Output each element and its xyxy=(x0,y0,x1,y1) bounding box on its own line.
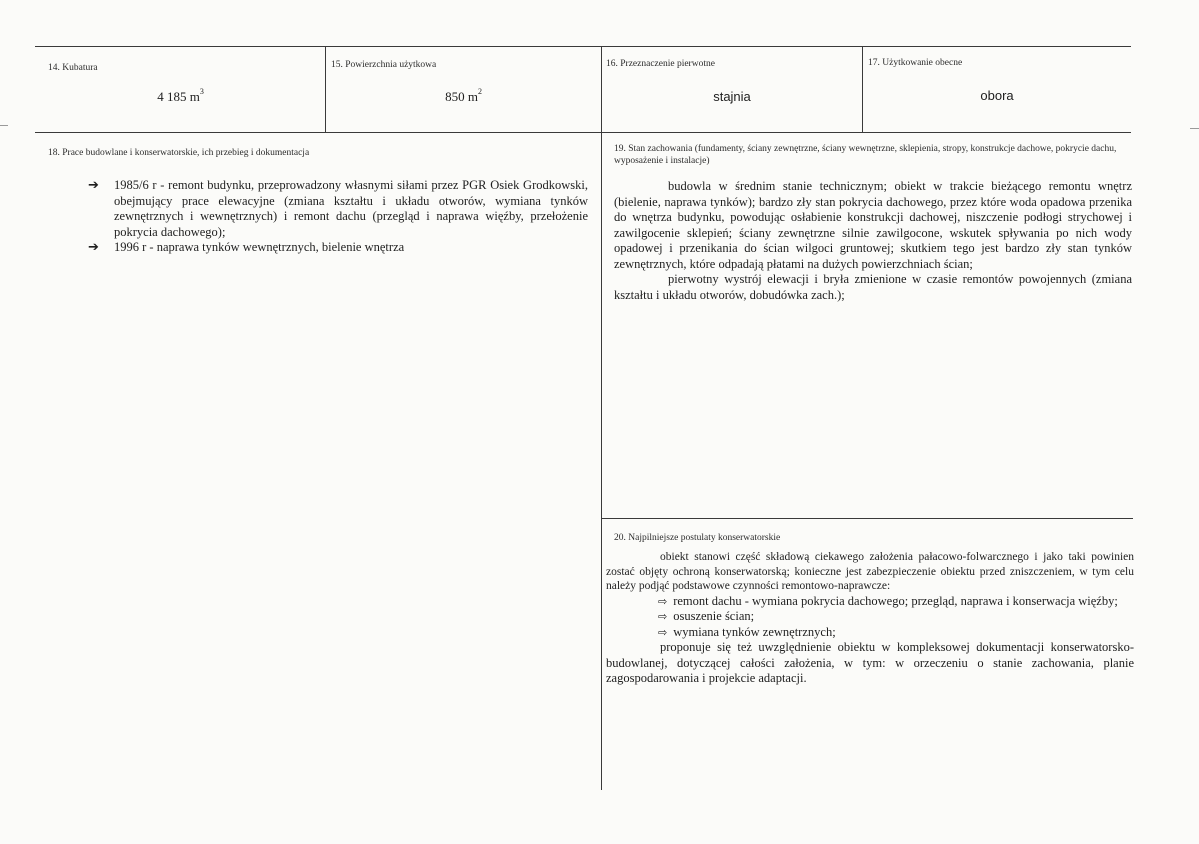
table-top-border xyxy=(35,46,1131,47)
right-column-divider xyxy=(601,518,1133,519)
prace-label: 18. Prace budowlane i konserwatorskie, ich przebieg i dokumentacja xyxy=(48,148,310,158)
prace-list xyxy=(88,178,588,256)
list-item: ⇨ wymiana tynków zewnętrznych; xyxy=(658,624,836,639)
row-divider xyxy=(35,132,1131,133)
uzytkowanie-label: 17. Użytkowanie obecne xyxy=(868,58,963,68)
list-item: ⇨ remont dachu - wymiana pokrycia dachowego; przegląd, naprawa i konserwacja więźby; xyxy=(658,593,1118,608)
hollow-arrow-icon: ⇨ xyxy=(658,625,668,639)
postulaty-intro: obiekt stanowi część składową ciekawego założenia pałacowo-folwarcznego i jako taki powinien zostać objęty ochroną konserwatorską; konieczne jest zabezpieczenie obiektu przed zniszczeniem, w tym celu należy podjąć podstawowe czynności remontowo-naprawcze: xyxy=(606,551,1134,592)
postulaty-list xyxy=(606,594,1134,641)
przeznaczenie-label: 16. Przeznaczenie pierwotne xyxy=(606,59,715,69)
hollow-arrow-icon: ⇨ xyxy=(658,610,668,623)
powierzchnia-label: 15. Powierzchnia użytkowa xyxy=(331,60,437,70)
list-item: ➔ 1985/6 r - remont budynku, przeprowadzony własnymi siłami przez PGR Osiek Grodkowski, obejmujący prace elewacyjne (zmiana kształtu i układu otworów, wymiana tynków zewnętrznych i wewnętrznych) i remont dachu (przegląd i naprawa więźby, przełożenie pokrycia dachowego); xyxy=(88,178,588,239)
list-item: ⇨ osuszenie ścian; xyxy=(658,609,755,623)
postulaty-label: 20. Najpilniejsze postulaty konserwatorskie xyxy=(614,533,781,543)
kubatura-label: 14. Kubatura xyxy=(48,63,98,73)
stan-text xyxy=(614,179,1132,303)
stan-label: 19. Stan zachowania (fundamenty, ściany zewnętrzne, ściany wewnętrzne, sklepienia, stropy, konstrukcje dachowe, pokrycie dachu, wyposażenie i instalacje) xyxy=(614,144,1117,166)
scan-edge-mark-right xyxy=(1190,128,1199,129)
list-item: ➔ 1996 r - naprawa tynków wewnętrznych, bielenie wnętrza xyxy=(88,240,405,255)
stan-paragraph-1: budowla w średnim stanie technicznym; obiekt w trakcie bieżącego remontu wnętrz (bielenie, naprawa tynków); bardzo zły stan pokrycia dachowego, przez które woda opadowa przenika do wnętrza budynku, powodując osłabienie konstrukcji dachowej, niszczenie podłogi strychowej i zawilgocenie sklepień; ściany zewnętrzne silnie zawilgocone, wskutek spływania po nich wody opadowej i przenikania do ścian wilgoci gruntowej; skutkiem tego jest bardzo zły stan tynków zewnętrznych, które odpadają płatami na dużych powierzchniach ścian; xyxy=(614,179,1132,271)
arrow-right-icon: ➔ xyxy=(88,240,99,255)
column-divider xyxy=(601,46,602,790)
stan-paragraph-2: pierwotny wystrój elewacji i bryła zmienione w czasie remontów powojennych (zmiana kształtu i układu otworów, dobudówka zach.); xyxy=(614,272,1132,302)
postulaty-text xyxy=(606,550,1134,687)
arrow-right-icon: ➔ xyxy=(88,178,99,193)
scan-edge-mark-left xyxy=(0,125,8,126)
hollow-arrow-icon: ⇨ xyxy=(658,594,668,608)
postulaty-closing: proponuje się też uwzględnienie obiektu w kompleksowej dokumentacji konserwatorsko-budowlanej, dotyczącej całości założenia, w tym: w orzeczeniu o stanie zachowania, planie zagospodarowania i projekcie adaptacji. xyxy=(606,640,1134,685)
powierzchnia-value: 850 $m^2$ xyxy=(445,87,482,104)
przeznaczenie-value: stajnia xyxy=(713,89,751,104)
kubatura-value: 4 185 $m^3$ xyxy=(157,87,204,104)
uzytkowanie-value: obora xyxy=(980,88,1014,103)
